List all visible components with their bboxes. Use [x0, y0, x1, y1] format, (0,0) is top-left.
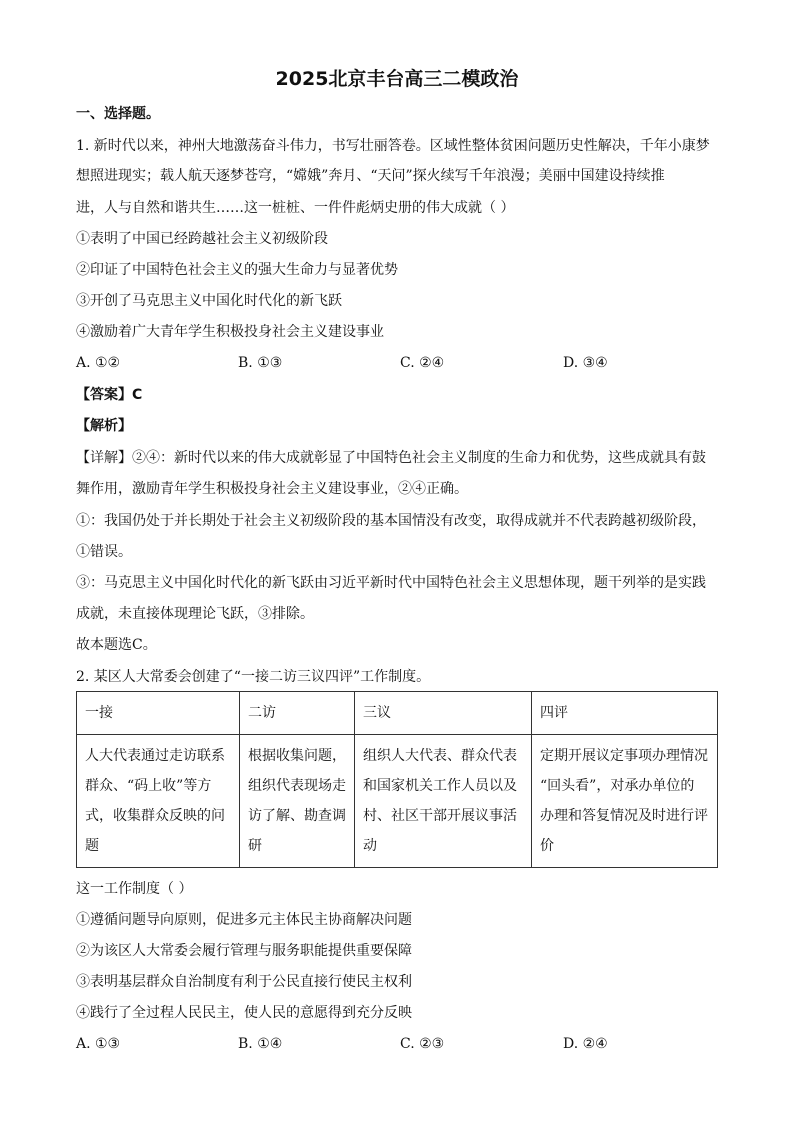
q1-statement: ③开创了马克思主义中国化时代化的新飞跃 [76, 293, 342, 309]
table-cell [77, 735, 240, 868]
q1-detail-line: 【详解】②④：新时代以来的伟大成就彰显了中国特色社会主义制度的生命力和优势，这些成就具有鼓 [76, 450, 706, 466]
cell-line: 研 [248, 838, 262, 854]
q1-option-c: C. ②④ [400, 355, 445, 371]
q1-option-b: B. ①③ [238, 355, 283, 371]
q1-detail-line: ①错误。 [76, 544, 132, 560]
cell-line: 题 [85, 838, 99, 854]
table-row [77, 735, 718, 868]
q1-detail-line: ①：我国仍处于并长期处于社会主义初级阶段的基本国情没有改变，取得成就并不代表跨越初级阶段， [76, 513, 706, 529]
table-header-cell: 四评 [532, 692, 718, 735]
q2-option-a: A. ①③ [76, 1036, 121, 1052]
table-cell [355, 735, 532, 868]
q1-statement: ②印证了中国特色社会主义的强大生命力与显著优势 [76, 262, 398, 278]
cell-line: 村、社区干部开展议事活 [363, 808, 517, 824]
table-header-cell: 三议 [355, 692, 532, 735]
q2-stem: 2. 某区人大常委会创建了“一接二访三议四评”工作制度。 [76, 669, 431, 685]
cell-line: 办理和答复情况及时进行评 [540, 808, 708, 824]
q1-detail-line: ③：马克思主义中国化时代化的新飞跃由习近平新时代中国特色社会主义思想体现，题干列举的是实践 [76, 575, 706, 591]
q2-statement: ①遵循问题导向原则，促进多元主体民主协商解决问题 [76, 912, 412, 928]
section-heading: 一、选择题。 [76, 106, 160, 122]
q1-detail-line: 舞作用，激励青年学生积极投身社会主义建设事业，②④正确。 [76, 481, 468, 497]
q2-option-c: C. ②③ [400, 1036, 445, 1052]
q1-analysis-label: 【解析】 [76, 418, 132, 434]
work-system-table [76, 691, 718, 868]
cell-line: 动 [363, 838, 377, 854]
cell-line: 价 [540, 838, 554, 854]
table-header-cell: 一接 [77, 692, 240, 735]
q2-option-b: B. ①④ [238, 1036, 283, 1052]
cell-line: 访了解、勘查调 [248, 808, 346, 824]
q1-option-d: D. ③④ [563, 355, 608, 371]
cell-line: 人大代表通过走访联系 [85, 748, 225, 764]
q1-stem-line: 进，人与自然和谐共生……这一桩桩、一件件彪炳史册的伟大成就（ ） [76, 200, 515, 216]
cell-line: 和国家机关工作人员以及 [363, 778, 517, 794]
page-title: 2025北京丰台高三二模政治 [275, 68, 519, 90]
cell-line: 组织代表现场走 [248, 778, 346, 794]
q2-statement: ④践行了全过程人民民主，使人民的意愿得到充分反映 [76, 1005, 412, 1021]
q1-answer: 【答案】C [76, 387, 143, 403]
table-header-cell: 二访 [240, 692, 355, 735]
q1-option-a: A. ①② [76, 355, 121, 371]
q2-option-d: D. ②④ [563, 1036, 608, 1052]
q1-stem-line: 1. 新时代以来，神州大地激荡奋斗伟力，书写壮丽答卷。区域性整体贫困问题历史性解决，千年小康梦 [76, 138, 710, 154]
q1-statement: ④激励着广大青年学生积极投身社会主义建设事业 [76, 324, 384, 340]
table-cell [532, 735, 718, 868]
q1-detail-line: 故本题选C。 [76, 637, 157, 653]
q1-stem-line: 想照进现实；载人航天逐梦苍穹，“嫦娥”奔月、“天问”探火续写千年浪漫；美丽中国建设持续推 [76, 168, 665, 184]
cell-line: 式，收集群众反映的问 [85, 808, 225, 824]
cell-line: 定期开展议定事项办理情况 [540, 748, 708, 764]
q2-statement: ②为该区人大常委会履行管理与服务职能提供重要保障 [76, 943, 412, 959]
q1-statement: ①表明了中国已经跨越社会主义初级阶段 [76, 231, 328, 247]
q1-detail-line: 成就，未直接体现理论飞跃，③排除。 [76, 606, 314, 622]
cell-line: 群众、“码上收”等方 [85, 778, 212, 794]
cell-line: 组织人大代表、群众代表 [363, 748, 517, 764]
cell-line: 根据收集问题， [248, 748, 346, 764]
q2-ask: 这一工作制度（ ） [76, 881, 193, 897]
table-header-row [77, 692, 718, 735]
cell-line: “回头看”，对承办单位的 [540, 778, 695, 794]
table-cell [240, 735, 355, 868]
q2-statement: ③表明基层群众自治制度有利于公民直接行使民主权利 [76, 974, 412, 990]
